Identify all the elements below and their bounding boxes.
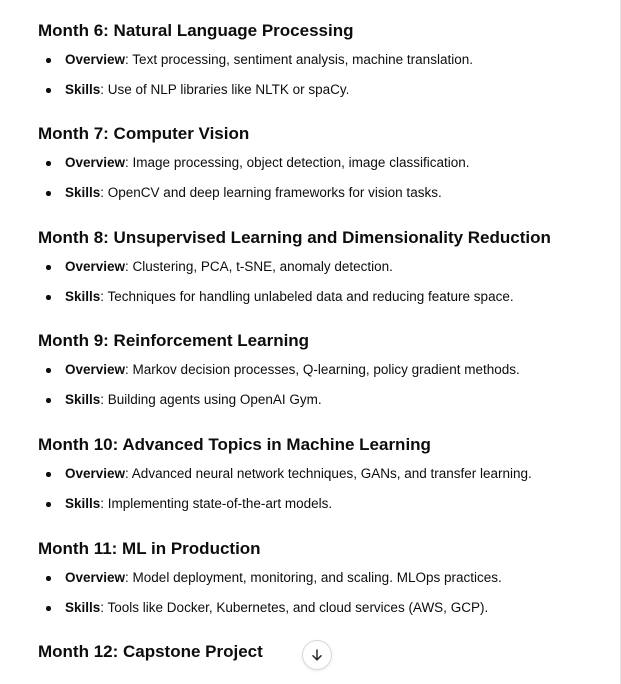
- section-month-8: [38, 227, 608, 306]
- section-title: Month 10: Advanced Topics in Machine Learning: [38, 435, 431, 454]
- list-item: [38, 184, 608, 202]
- list-item: [38, 81, 608, 99]
- list-item: [38, 361, 608, 379]
- item-label: Overview: [65, 155, 126, 170]
- section-title: Month 9: Reinforcement Learning: [38, 331, 310, 350]
- item-text: : Techniques for handling unlabeled data and reducing feature space.: [100, 289, 514, 304]
- item-text: : Tools like Docker, Kubernetes, and cloud services (AWS, GCP).: [100, 600, 489, 615]
- bullet-list: [38, 51, 608, 99]
- item-label: Overview: [65, 259, 126, 274]
- item-label: Skills: [65, 600, 101, 615]
- item-label: Skills: [65, 82, 101, 97]
- item-text: : Text processing, sentiment analysis, machine translation.: [125, 52, 473, 67]
- item-text: : Implementing state-of-the-art models.: [100, 496, 333, 511]
- bullet-list: [38, 569, 608, 617]
- item-text: : Building agents using OpenAI Gym.: [100, 392, 322, 407]
- item-label: Skills: [65, 496, 101, 511]
- item-text: : Advanced neural network techniques, GANs, and transfer learning.: [125, 466, 532, 481]
- item-text: : Clustering, PCA, t-SNE, anomaly detection.: [125, 259, 393, 274]
- item-text: : Markov decision processes, Q-learning, policy gradient methods.: [125, 362, 520, 377]
- bullet-list: [38, 465, 608, 513]
- item-text: : OpenCV and deep learning frameworks for vision tasks.: [100, 185, 442, 200]
- section-title: Month 11: ML in Production: [38, 539, 261, 558]
- bullet-list: [38, 258, 608, 306]
- section-month-11: [38, 538, 608, 617]
- item-label: Overview: [65, 466, 126, 481]
- item-text: : Use of NLP libraries like NLTK or spaCy.: [100, 82, 350, 97]
- bullet-list: [38, 154, 608, 202]
- arrow-down-icon: [310, 648, 324, 662]
- list-item: [38, 288, 608, 306]
- list-item: [38, 599, 608, 617]
- section-month-6: [38, 20, 608, 99]
- list-item: [38, 51, 608, 69]
- section-title: Month 6: Natural Language Processing: [38, 21, 354, 40]
- section-month-10: [38, 434, 608, 513]
- item-label: Overview: [65, 362, 126, 377]
- item-label: Skills: [65, 289, 101, 304]
- bullet-list: [38, 361, 608, 409]
- list-item: [38, 495, 608, 513]
- list-item: [38, 391, 608, 409]
- item-label: Skills: [65, 185, 101, 200]
- list-item: [38, 258, 608, 276]
- item-text: : Model deployment, monitoring, and scaling. MLOps practices.: [125, 570, 502, 585]
- section-title: Month 8: Unsupervised Learning and Dimensionality Reduction: [38, 228, 551, 247]
- section-month-7: [38, 123, 608, 202]
- section-title: Month 12: Capstone Project: [38, 642, 263, 661]
- section-title: Month 7: Computer Vision: [38, 124, 250, 143]
- list-item: [38, 569, 608, 587]
- item-label: Overview: [65, 52, 126, 67]
- list-item: [38, 154, 608, 172]
- scroll-to-bottom-button[interactable]: [302, 640, 332, 670]
- item-label: Overview: [65, 570, 126, 585]
- item-text: : Image processing, object detection, image classification.: [125, 155, 470, 170]
- section-month-9: [38, 330, 608, 409]
- list-item: [38, 465, 608, 483]
- item-label: Skills: [65, 392, 101, 407]
